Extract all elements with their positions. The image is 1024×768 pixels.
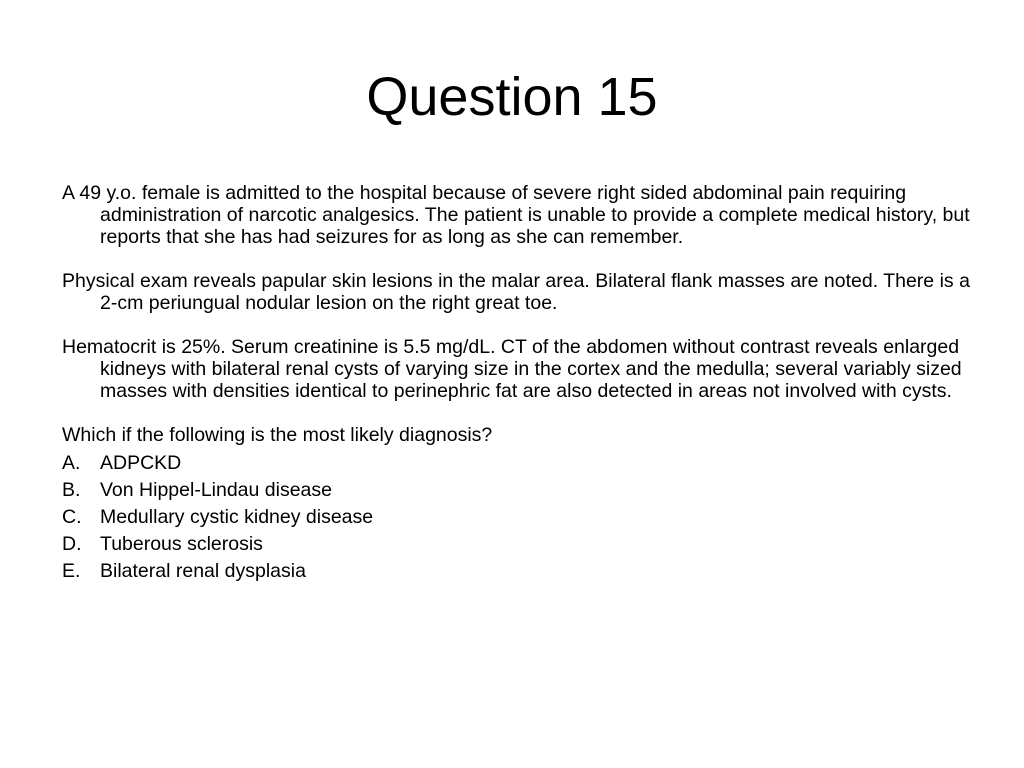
option-b xyxy=(62,477,972,504)
paragraph-history: A 49 y.o. female is admitted to the hospital because of severe right sided abdominal pain requiring administration of narcotic analgesics. The patient is unable to provide a complete medical history, but reports that she has had seizures for as long as she can remember. xyxy=(62,182,970,248)
option-d xyxy=(62,531,972,558)
options-list xyxy=(62,450,972,585)
option-a xyxy=(62,450,972,477)
option-letter: C. xyxy=(62,506,82,528)
slide-body xyxy=(62,182,972,585)
option-text: ADPCKD xyxy=(100,452,182,474)
option-c xyxy=(62,504,972,531)
option-text: Von Hippel-Lindau disease xyxy=(100,479,333,501)
option-letter: E. xyxy=(62,560,81,582)
option-letter: A. xyxy=(62,452,81,474)
option-text: Tuberous sclerosis xyxy=(100,533,263,555)
option-letter: B. xyxy=(62,479,81,501)
option-e xyxy=(62,558,972,585)
paragraph-labs: Hematocrit is 25%. Serum creatinine is 5.5 mg/dL. CT of the abdomen without contrast reveals enlarged kidneys with bilateral renal cysts of varying size in the cortex and the medulla; several variably sized masses with densities identical to perinephric fat are also detected in areas not involved with cysts. xyxy=(62,336,962,402)
slide-title: Question 15 xyxy=(366,67,658,127)
option-text: Medullary cystic kidney disease xyxy=(100,506,374,528)
option-text: Bilateral renal dysplasia xyxy=(100,560,306,582)
option-letter: D. xyxy=(62,533,82,555)
paragraph-exam: Physical exam reveals papular skin lesions in the malar area. Bilateral flank masses are noted. There is a 2-cm periungual nodular lesion on the right great toe. xyxy=(62,270,970,314)
question-text: Which if the following is the most likely diagnosis? xyxy=(62,424,493,446)
